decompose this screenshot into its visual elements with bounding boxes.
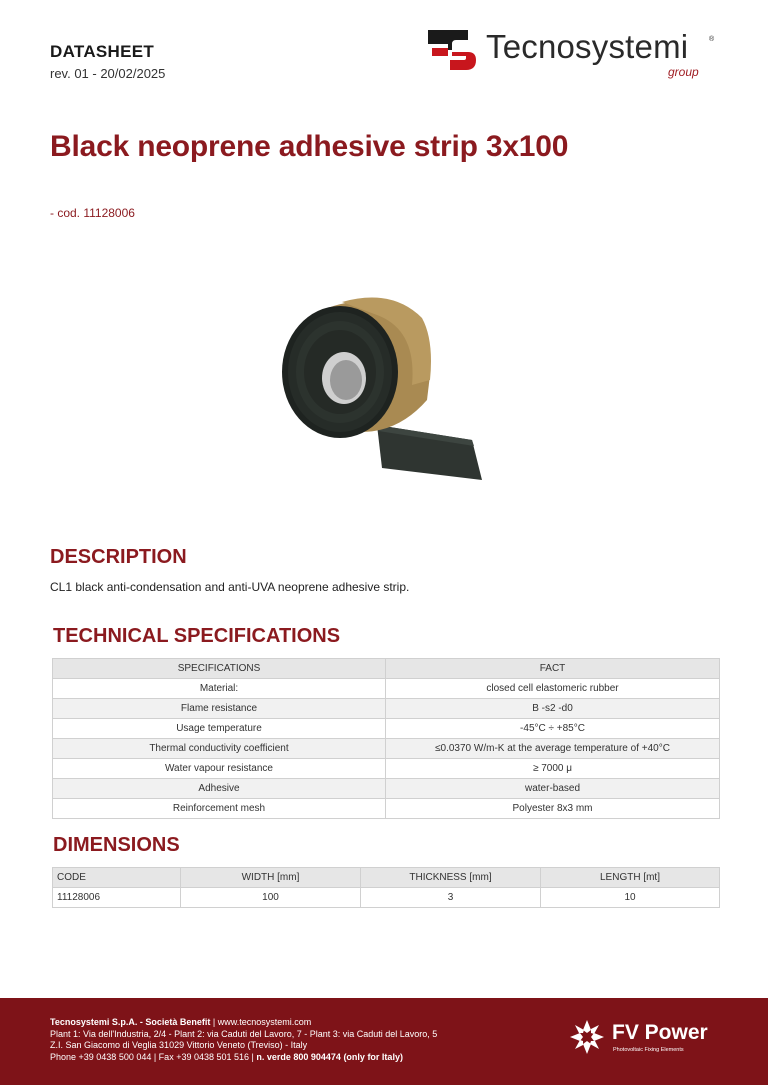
fv-power-logo bbox=[568, 1018, 728, 1058]
datasheet-label: DATASHEET bbox=[50, 42, 155, 61]
footer-contacts: Phone +39 0438 500 044 | Fax +39 0438 501 516 | bbox=[50, 1051, 254, 1062]
logo-registered-mark: ® bbox=[709, 36, 715, 43]
footer-company: Tecnosystemi S.p.A. - Società Benefit bbox=[50, 1017, 211, 1027]
spec-name: Material: bbox=[53, 679, 386, 699]
table-header-cell: LENGTH [mt] bbox=[541, 868, 720, 888]
table-header-cell: THICKNESS [mm] bbox=[361, 868, 541, 888]
revision-date: rev. 01 - 20/02/2025 bbox=[50, 66, 166, 81]
table-row bbox=[53, 779, 720, 799]
footer-website[interactable]: | www.tecnosystemi.com bbox=[212, 1017, 312, 1027]
footer-address: Z.I. San Giacomo di Veglia 31029 Vittorio Veneto (Treviso) - Italy bbox=[50, 1040, 308, 1050]
product-code: - cod. 11128006 bbox=[50, 206, 135, 220]
table-row bbox=[53, 799, 720, 819]
fv-power-name: FV Power bbox=[612, 1021, 708, 1044]
spec-name: Flame resistance bbox=[53, 699, 386, 719]
footer bbox=[0, 998, 768, 1085]
dimension-width: 100 bbox=[181, 888, 361, 908]
spec-value: ≥ 7000 μ bbox=[386, 759, 720, 779]
table-row bbox=[53, 888, 720, 908]
spec-value: Polyester 8x3 mm bbox=[386, 799, 720, 819]
spec-name: Water vapour resistance bbox=[53, 759, 386, 779]
spec-value: B -s2 -d0 bbox=[386, 699, 720, 719]
tecnosystemi-mark-icon bbox=[428, 30, 480, 70]
footer-green-number: n. verde 800 904474 (only for Italy) bbox=[256, 1051, 403, 1062]
spec-value: water-based bbox=[386, 779, 720, 799]
table-header-row bbox=[53, 868, 720, 888]
technical-specifications-table bbox=[52, 658, 720, 819]
spec-name: Thermal conductivity coefficient bbox=[53, 739, 386, 759]
neoprene-tape-roll-image bbox=[282, 290, 492, 485]
spec-name: Adhesive bbox=[53, 779, 386, 799]
dimensions-table bbox=[52, 867, 720, 908]
table-row bbox=[53, 759, 720, 779]
table-row bbox=[53, 699, 720, 719]
table-row bbox=[53, 739, 720, 759]
table-header-cell: SPECIFICATIONS bbox=[53, 659, 386, 679]
spec-value: closed cell elastomeric rubber bbox=[386, 679, 720, 699]
table-row bbox=[53, 679, 720, 699]
footer-line bbox=[50, 1017, 437, 1029]
logo-wordmark: Tecnosystemi bbox=[486, 28, 689, 65]
table-row bbox=[53, 719, 720, 739]
dimension-thickness: 3 bbox=[361, 888, 541, 908]
description-text: CL1 black anti-condensation and anti-UVA neoprene adhesive strip. bbox=[50, 580, 410, 594]
dimensions-heading: DIMENSIONS bbox=[53, 834, 180, 856]
table-header-row bbox=[53, 659, 720, 679]
dimension-code: 11128006 bbox=[53, 888, 181, 908]
table-header-cell: FACT bbox=[386, 659, 720, 679]
spec-name: Usage temperature bbox=[53, 719, 386, 739]
description-heading: DESCRIPTION bbox=[50, 546, 187, 568]
spec-name: Reinforcement mesh bbox=[53, 799, 386, 819]
logo-group-label: group bbox=[668, 65, 699, 79]
spec-value: ≤0.0370 W/m-K at the average temperature of +40°C bbox=[386, 739, 720, 759]
product-title: Black neoprene adhesive strip 3x100 bbox=[50, 130, 569, 163]
footer-contact-info bbox=[50, 1017, 437, 1063]
table-header-cell: CODE bbox=[53, 868, 181, 888]
tecnosystemi-logo bbox=[428, 28, 728, 88]
table-header-cell: WIDTH [mm] bbox=[181, 868, 361, 888]
footer-plants: Plant 1: Via dell'Industria, 2/4 - Plant 2: via Caduti del Lavoro, 7 - Plant 3: via Caduti del Lavoro, 5 bbox=[50, 1028, 438, 1039]
fv-power-sun-icon bbox=[568, 1018, 606, 1056]
dimension-length: 10 bbox=[541, 888, 720, 908]
technical-specifications-heading: TECHNICAL SPECIFICATIONS bbox=[53, 625, 341, 647]
fv-power-tagline: Photovoltaic Fixing Elements bbox=[613, 1047, 684, 1053]
spec-value: -45°C ÷ +85°C bbox=[386, 719, 720, 739]
footer-line bbox=[50, 1052, 437, 1064]
